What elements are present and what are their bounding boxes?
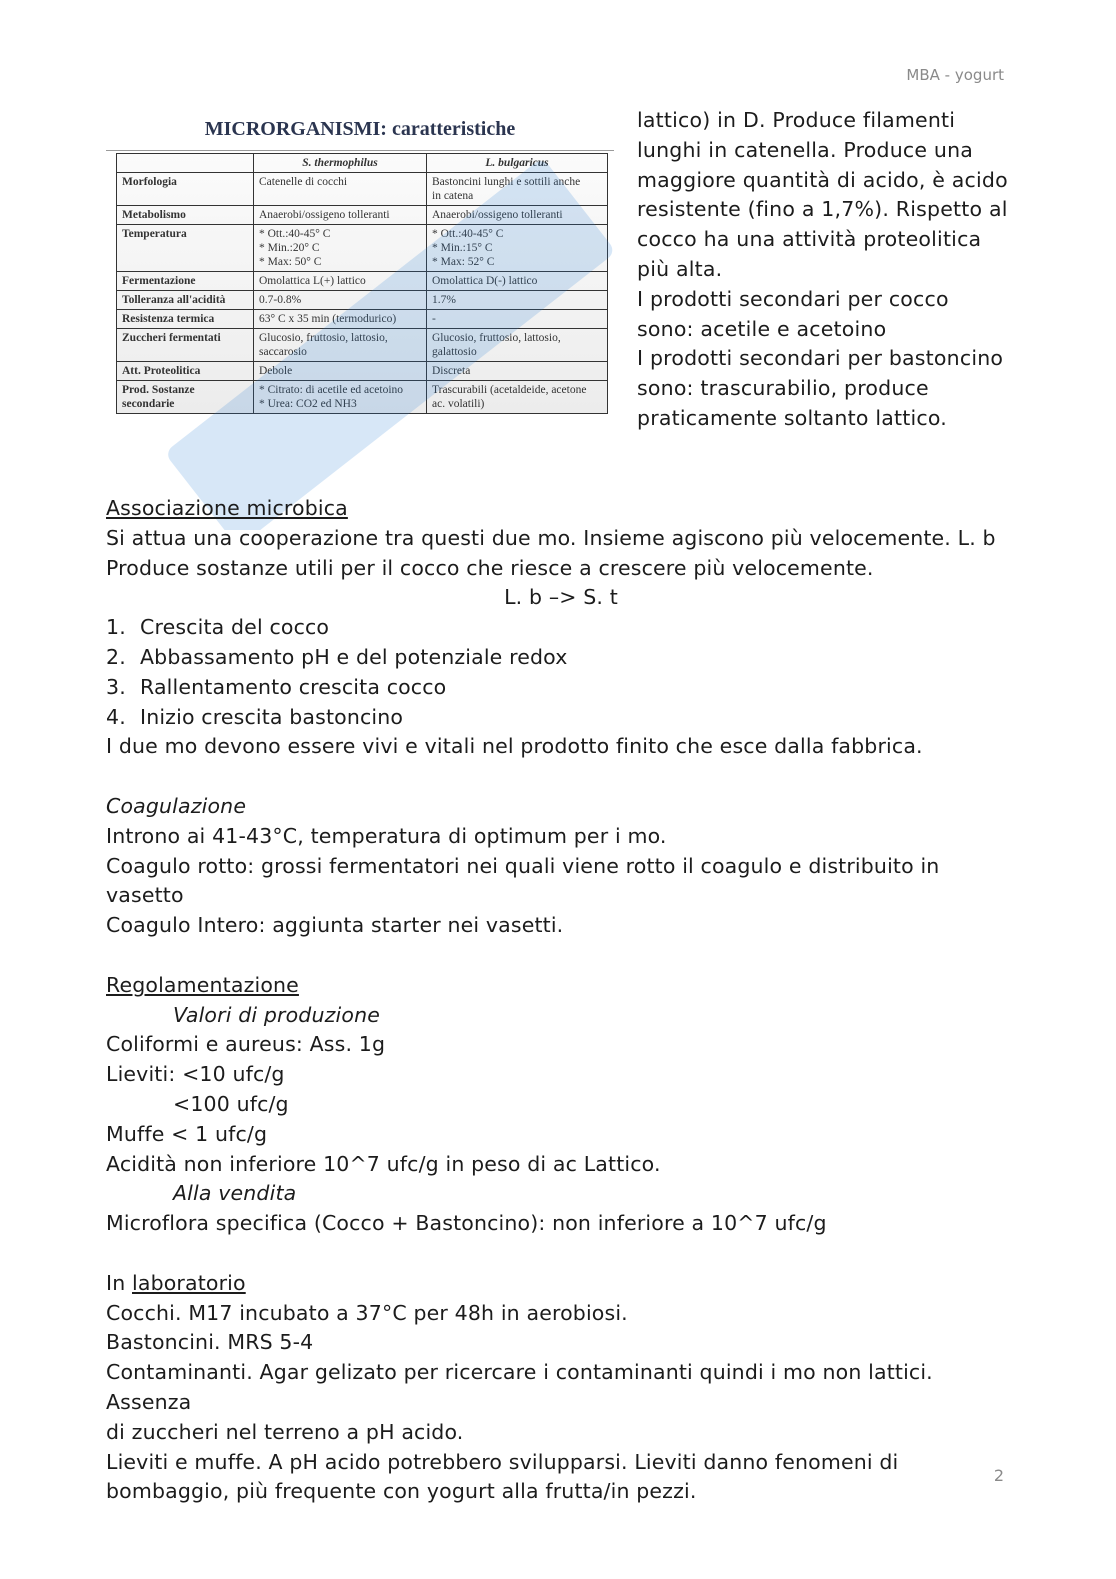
side-line: praticamente soltanto lattico. (637, 405, 947, 430)
paragraph-line: Acidità non inferiore 10^7 ufc/g in peso di ac Lattico. (106, 1151, 661, 1176)
paragraph-line: Coagulo Intero: aggiunta starter nei vasetti. (106, 913, 564, 938)
cell-line: Omolattica L(+) lattico (259, 275, 366, 287)
paragraph-line: Muffe < 1 ufc/g (106, 1121, 268, 1146)
section-heading-coagulazione: Coagulazione (106, 793, 247, 818)
cell-thermophilus (254, 329, 427, 362)
heading-label: laboratorio (132, 1270, 246, 1295)
list-number: 3. (106, 674, 126, 699)
side-line: lunghi in catenella. Produce una (637, 137, 974, 162)
paragraph-line: Produce sostanze utili per il cocco che riesce a crescere più velocemente. (106, 555, 874, 580)
table-row (117, 272, 608, 291)
cell-thermophilus (254, 310, 427, 329)
cell-line: 0.7-0.8% (259, 294, 302, 306)
figure-title: MICRORGANISMI: caratteristiche (204, 118, 516, 140)
side-line: sono: acetile e acetoino (637, 316, 887, 341)
side-line: più alta. (637, 256, 723, 281)
paragraph-line: I due mo devono essere vivi e vitali nel prodotto finito che esce dalla fabbrica. (106, 734, 923, 759)
cell-line: saccarosio (259, 346, 307, 358)
cell-thermophilus (254, 225, 427, 272)
list-item (106, 643, 1016, 673)
cell-line: * Min.:20° C (259, 242, 320, 254)
subheading: Alla vendita (173, 1181, 297, 1206)
cell-line: galattosio (432, 346, 477, 358)
cell-line: - (432, 313, 436, 325)
page-number: 2 (993, 1466, 1004, 1485)
list-text: Rallentamento crescita cocco (140, 674, 447, 699)
paragraph-line: di zuccheri nel terreno a pH acido. (106, 1419, 464, 1444)
row-label: Zuccheri fermentati (117, 329, 254, 362)
cell-line: Trascurabili (acetaldeide, acetone (432, 384, 587, 396)
table-header-cell: S. thermophilus (254, 154, 427, 173)
cell-line: Bastoncini lunghi e sottili anche (432, 176, 581, 188)
list-item (106, 703, 1016, 733)
table-row (117, 206, 608, 225)
list-item (106, 673, 1016, 703)
section-heading-associazione: Associazione microbica (106, 496, 348, 520)
cell-bulgaricus (427, 225, 608, 272)
cell-line: Omolattica D(-) lattico (432, 275, 538, 287)
cell-line: in catena (432, 190, 474, 202)
list-text: Inizio crescita bastoncino (140, 704, 404, 729)
section-heading-laboratorio (106, 1269, 1016, 1299)
cell-line: * Max: 52° C (432, 256, 495, 268)
cell-bulgaricus (427, 310, 608, 329)
heading-prefix: In (106, 1270, 133, 1295)
table-row (117, 310, 608, 329)
side-line: sono: trascurabilio, produce (637, 376, 929, 401)
side-paragraph (637, 106, 1017, 434)
cell-line: * Urea: CO2 ed NH3 (259, 398, 357, 410)
numbered-list (106, 613, 1016, 732)
cell-bulgaricus (427, 362, 608, 381)
paragraph-line: Lieviti: <10 ufc/g (106, 1062, 285, 1087)
side-line: resistente (fino a 1,7%). Rispetto al (637, 197, 1008, 222)
paragraph-line: Lieviti e muffe. A pH acido potrebbero svilupparsi. Lieviti danno fenomeni di (106, 1449, 899, 1474)
list-number: 1. (106, 615, 126, 640)
paragraph-line: Coagulo rotto: grossi fermentatori nei quali viene rotto il coagulo e distribuito in vasetto (106, 853, 940, 908)
cell-line: Catenelle di cocchi (259, 176, 348, 188)
side-line: I prodotti secondari per bastoncino (637, 346, 1004, 371)
side-line: maggiore quantità di acido, è acido (637, 167, 1008, 192)
cell-bulgaricus (427, 291, 608, 310)
section-heading-regolamentazione: Regolamentazione (106, 972, 299, 997)
row-label: Morfologia (117, 173, 254, 206)
table-row (117, 381, 608, 414)
paragraph-line: Contaminanti. Agar gelizato per ricercare i contaminanti quindi i mo non lattici. Assenza (106, 1360, 933, 1414)
paragraph-line: Coliformi e aureus: Ass. 1g (106, 1032, 386, 1057)
characteristics-table (116, 153, 608, 414)
paragraph-line: Cocchi. M17 incubato a 37°C per 48h in aerobiosi. (106, 1300, 628, 1325)
main-body (106, 494, 1016, 1507)
paragraph-line: bombaggio, più frequente con yogurt alla frutta/in pezzi. (106, 1479, 697, 1504)
side-line: I prodotti secondari per cocco (637, 286, 949, 311)
table-row (117, 225, 608, 272)
cell-line: Glucosio, fruttosio, lattosio, (259, 332, 388, 344)
table-row (117, 329, 608, 362)
row-label: Tolleranza all'acidità (117, 291, 254, 310)
table-header-cell (117, 154, 254, 173)
cell-thermophilus (254, 362, 427, 381)
list-text: Crescita del cocco (140, 615, 330, 640)
cell-line: * Citrato: di acetile ed acetoino (259, 384, 404, 396)
subheading: Valori di produzione (173, 1002, 380, 1027)
cell-thermophilus (254, 173, 427, 206)
row-label: Fermentazione (117, 272, 254, 291)
list-text: Abbassamento pH e del potenziale redox (140, 644, 568, 669)
microrganismi-table-figure (106, 110, 614, 462)
cell-thermophilus (254, 381, 427, 414)
cell-line: Anaerobi/ossigeno tolleranti (432, 209, 563, 221)
cell-line: Glucosio, fruttosio, lattosio, (432, 332, 561, 344)
cell-thermophilus (254, 206, 427, 225)
paragraph-line: Microflora specifica (Cocco + Bastoncino): non inferiore a 10^7 ufc/g (106, 1211, 827, 1236)
cell-thermophilus (254, 272, 427, 291)
cell-bulgaricus (427, 381, 608, 414)
figure-divider (106, 150, 614, 151)
table-header-row (117, 154, 608, 173)
cell-line: * Ott.:40-45° C (432, 228, 504, 240)
paragraph-line: Bastoncini. MRS 5-4 (106, 1330, 314, 1355)
cell-line: Debole (259, 365, 293, 377)
row-label: Temperatura (117, 225, 254, 272)
cell-bulgaricus (427, 206, 608, 225)
list-number: 4. (106, 704, 126, 729)
cell-line: ac. volatili) (432, 398, 485, 410)
list-item (106, 613, 1016, 643)
cell-thermophilus (254, 291, 427, 310)
cell-bulgaricus (427, 173, 608, 206)
paragraph-line: Introno ai 41-43°C, temperatura di optimum per i mo. (106, 823, 667, 848)
cell-line: Discreta (432, 365, 471, 377)
row-label: Prod. Sostanze secondarie (117, 381, 254, 414)
list-number: 2. (106, 644, 126, 669)
table-header-cell: L. bulgaricus (427, 154, 608, 173)
paragraph-line: Si attua una cooperazione tra questi due mo. Insieme agiscono più velocemente. L. b (106, 525, 996, 550)
table-row (117, 291, 608, 310)
paragraph-line: <100 ufc/g (173, 1091, 289, 1116)
table-row (117, 362, 608, 381)
row-label: Metabolismo (117, 206, 254, 225)
side-line: cocco ha una attività proteolitica (637, 227, 982, 252)
cell-bulgaricus (427, 272, 608, 291)
row-label: Resistenza termica (117, 310, 254, 329)
row-label: Att. Proteolitica (117, 362, 254, 381)
association-arrow: L. b –> S. t (504, 585, 618, 610)
running-header: MBA - yogurt (906, 66, 1004, 84)
cell-line: * Max: 50° C (259, 256, 322, 268)
cell-line: * Ott.:40-45° C (259, 228, 331, 240)
table-row (117, 173, 608, 206)
cell-bulgaricus (427, 329, 608, 362)
cell-line: 1.7% (432, 294, 456, 306)
cell-line: Anaerobi/ossigeno tolleranti (259, 209, 390, 221)
cell-line: 63° C x 35 min (termodurico) (259, 313, 397, 325)
side-line: lattico) in D. Produce filamenti (637, 108, 956, 132)
cell-line: * Min.:15° C (432, 242, 493, 254)
